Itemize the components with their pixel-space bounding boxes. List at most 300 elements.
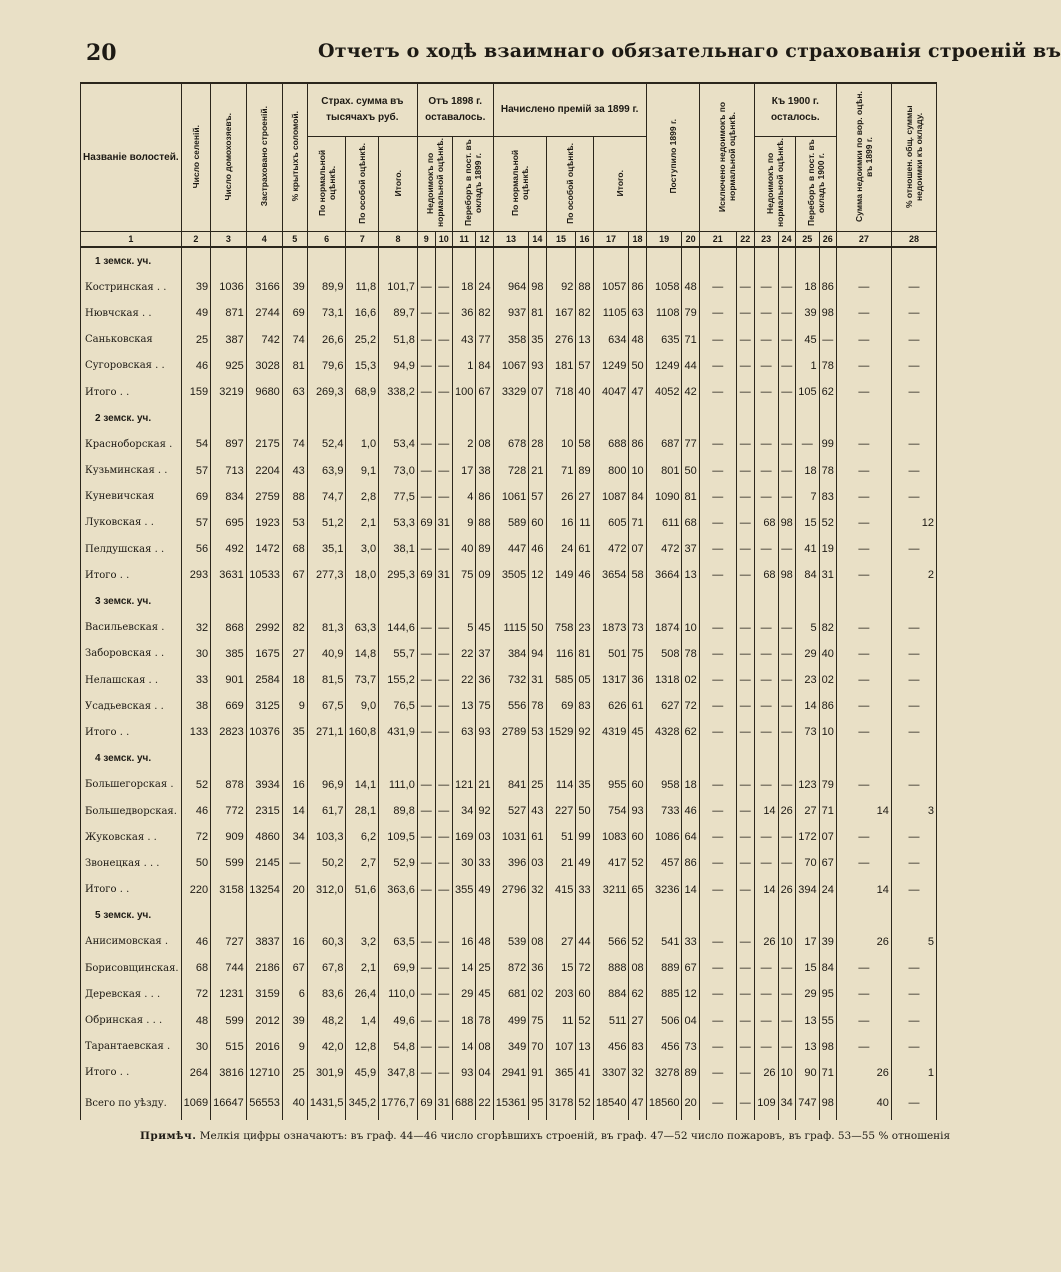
cell-col-25	[795, 903, 819, 929]
volost-name: Костринская . .	[81, 274, 182, 300]
cell-col-17: 472	[593, 536, 629, 562]
cell-col-12: 37	[476, 641, 493, 667]
cell-col-9: —	[417, 458, 435, 484]
header-insured-text: Застраховано строеній.	[259, 106, 270, 207]
cell-col-13	[493, 903, 529, 929]
section-row	[81, 588, 937, 614]
cell-col-18: 61	[629, 693, 646, 719]
cell-col-9: —	[417, 877, 435, 903]
cell-col-17: 3211	[593, 877, 629, 903]
cell-col-23: —	[754, 850, 778, 876]
cell-col-4: 2016	[246, 1034, 282, 1060]
cell-col-16: 23	[576, 615, 593, 641]
cell-col-5: 34	[282, 824, 307, 850]
volost-name: Пелдушская . .	[81, 536, 182, 562]
cell-col-3: 909	[211, 824, 247, 850]
cell-col-10: 31	[435, 1086, 452, 1120]
cell-col-10	[435, 405, 452, 431]
cell-col-8	[379, 247, 418, 274]
cell-col-26: 79	[819, 772, 836, 798]
cell-col-20: 77	[682, 431, 699, 457]
cell-col-17: 4319	[593, 719, 629, 745]
cell-col-26: 83	[819, 484, 836, 510]
cell-col-18: 07	[629, 536, 646, 562]
cell-col-26: 78	[819, 458, 836, 484]
cell-col-24: 34	[778, 1086, 795, 1120]
cell-col-28: —	[891, 693, 936, 719]
cell-col-23: —	[754, 824, 778, 850]
cell-col-18: 65	[629, 877, 646, 903]
cell-col-7: 11,8	[346, 274, 379, 300]
cell-col-7	[346, 903, 379, 929]
cell-col-10: —	[435, 431, 452, 457]
cell-col-10: —	[435, 929, 452, 955]
cell-col-19: 635	[646, 327, 682, 353]
cell-col-8: 52,9	[379, 850, 418, 876]
cell-col-22: —	[736, 274, 754, 300]
cell-col-27: —	[836, 667, 891, 693]
cell-col-10: —	[435, 877, 452, 903]
cell-col-19: 508	[646, 641, 682, 667]
cell-col-23: —	[754, 458, 778, 484]
column-number-22: 22	[736, 232, 754, 248]
cell-col-23: 68	[754, 510, 778, 536]
header-sum-total	[379, 137, 418, 232]
cell-col-17: 1317	[593, 667, 629, 693]
cell-col-20: 72	[682, 693, 699, 719]
cell-col-13: 396	[493, 850, 529, 876]
cell-col-2: 52	[181, 772, 210, 798]
cell-col-9: —	[417, 615, 435, 641]
cell-col-9: —	[417, 693, 435, 719]
cell-col-8: 49,6	[379, 1007, 418, 1033]
cell-col-8: 77,5	[379, 484, 418, 510]
cell-col-17: 1873	[593, 615, 629, 641]
cell-col-27: —	[836, 300, 891, 326]
cell-col-17	[593, 588, 629, 614]
volost-name: Куневичская	[81, 484, 182, 510]
volost-name: Деревская . . .	[81, 981, 182, 1007]
cell-col-18: 93	[629, 798, 646, 824]
cell-col-7: 1,4	[346, 1007, 379, 1033]
cell-col-11: 1	[452, 353, 475, 379]
cell-col-6: 301,9	[307, 1060, 346, 1086]
cell-col-20: 13	[682, 562, 699, 588]
cell-col-3: 599	[211, 850, 247, 876]
cell-col-4: 3028	[246, 353, 282, 379]
cell-col-24: —	[778, 824, 795, 850]
cell-col-9: —	[417, 353, 435, 379]
cell-col-26: 86	[819, 274, 836, 300]
cell-col-21: —	[699, 1060, 736, 1086]
cell-col-27: —	[836, 981, 891, 1007]
cell-col-17: 501	[593, 641, 629, 667]
volost-name: Итого . .	[81, 379, 182, 405]
cell-col-26: 71	[819, 798, 836, 824]
cell-col-25: 14	[795, 693, 819, 719]
cell-col-12: 82	[476, 300, 493, 326]
cell-col-13: 447	[493, 536, 529, 562]
cell-col-21: —	[699, 1086, 736, 1120]
cell-col-9: —	[417, 1034, 435, 1060]
cell-col-3: 901	[211, 667, 247, 693]
cell-col-3: 385	[211, 641, 247, 667]
column-number-16: 16	[576, 232, 593, 248]
cell-col-27: —	[836, 484, 891, 510]
cell-col-21	[699, 746, 736, 772]
table-row	[81, 274, 937, 300]
volost-name: Васильевская .	[81, 615, 182, 641]
cell-col-4: 742	[246, 327, 282, 353]
column-number-6: 6	[307, 232, 346, 248]
cell-col-2: 46	[181, 929, 210, 955]
cell-col-8: 89,7	[379, 300, 418, 326]
cell-col-26: 67	[819, 850, 836, 876]
cell-col-7: 3,0	[346, 536, 379, 562]
cell-col-17	[593, 405, 629, 431]
cell-col-28: —	[891, 458, 936, 484]
cell-col-18	[629, 903, 646, 929]
cell-col-14: 08	[529, 929, 546, 955]
table-row	[81, 327, 937, 353]
cell-col-25	[795, 247, 819, 274]
cell-col-11: 169	[452, 824, 475, 850]
table-row	[81, 929, 937, 955]
cell-col-10: —	[435, 274, 452, 300]
cell-col-28: —	[891, 824, 936, 850]
column-number-9: 9	[417, 232, 435, 248]
cell-col-28: 5	[891, 929, 936, 955]
cell-col-27: —	[836, 510, 891, 536]
cell-col-7	[346, 405, 379, 431]
cell-col-16: 50	[576, 798, 593, 824]
cell-col-5: 81	[282, 353, 307, 379]
cell-col-7: 26,4	[346, 981, 379, 1007]
cell-col-11: 13	[452, 693, 475, 719]
cell-col-28: —	[891, 615, 936, 641]
cell-col-16: 82	[576, 300, 593, 326]
cell-col-17: 566	[593, 929, 629, 955]
cell-col-16: 81	[576, 641, 593, 667]
cell-col-26: —	[819, 327, 836, 353]
cell-col-18	[629, 746, 646, 772]
cell-col-21: —	[699, 536, 736, 562]
cell-col-21: —	[699, 1007, 736, 1033]
cell-col-9: —	[417, 300, 435, 326]
header-villages-text: Число селеній.	[190, 124, 201, 189]
cell-col-6: 89,9	[307, 274, 346, 300]
header-arrears-normal	[417, 137, 452, 232]
cell-col-26: 40	[819, 641, 836, 667]
cell-col-28	[891, 588, 936, 614]
cell-col-20: 81	[682, 484, 699, 510]
cell-col-9	[417, 247, 435, 274]
cell-col-27: —	[836, 1007, 891, 1033]
cell-col-7	[346, 247, 379, 274]
cell-col-3: 1036	[211, 274, 247, 300]
cell-col-19: 506	[646, 1007, 682, 1033]
cell-col-25: 123	[795, 772, 819, 798]
cell-col-8: 69,9	[379, 955, 418, 981]
cell-col-2: 54	[181, 431, 210, 457]
cell-col-28: —	[891, 877, 936, 903]
cell-col-5: 39	[282, 1007, 307, 1033]
table-row	[81, 1007, 937, 1033]
cell-col-10: —	[435, 981, 452, 1007]
cell-col-4: 3125	[246, 693, 282, 719]
cell-col-18: 71	[629, 510, 646, 536]
cell-col-10: 31	[435, 562, 452, 588]
cell-col-3: 3219	[211, 379, 247, 405]
cell-col-11	[452, 588, 475, 614]
cell-col-10: —	[435, 850, 452, 876]
table-row	[81, 641, 937, 667]
cell-col-14: 03	[529, 850, 546, 876]
cell-col-27: —	[836, 772, 891, 798]
cell-col-5	[282, 247, 307, 274]
cell-col-14: 28	[529, 431, 546, 457]
cell-col-8: 431,9	[379, 719, 418, 745]
cell-col-12: 24	[476, 274, 493, 300]
cell-col-19: 1086	[646, 824, 682, 850]
cell-col-9: —	[417, 1060, 435, 1086]
cell-col-28: —	[891, 772, 936, 798]
cell-col-8: 89,8	[379, 798, 418, 824]
cell-col-21: —	[699, 615, 736, 641]
cell-col-15: 11	[546, 1007, 576, 1033]
cell-col-2: 32	[181, 615, 210, 641]
cell-col-24: —	[778, 981, 795, 1007]
cell-col-19: 457	[646, 850, 682, 876]
cell-col-15: 71	[546, 458, 576, 484]
column-number-4: 4	[246, 232, 282, 248]
cell-col-8: 53,3	[379, 510, 418, 536]
cell-col-23: 14	[754, 877, 778, 903]
cell-col-4: 1675	[246, 641, 282, 667]
cell-col-8: 101,7	[379, 274, 418, 300]
cell-col-22: —	[736, 667, 754, 693]
column-number-5: 5	[282, 232, 307, 248]
cell-col-2: 57	[181, 510, 210, 536]
cell-col-3: 492	[211, 536, 247, 562]
cell-col-18: 60	[629, 824, 646, 850]
cell-col-27: —	[836, 379, 891, 405]
cell-col-16: 44	[576, 929, 593, 955]
cell-col-26: 86	[819, 693, 836, 719]
cell-col-26: 02	[819, 667, 836, 693]
cell-col-8: 109,5	[379, 824, 418, 850]
cell-col-2: 72	[181, 824, 210, 850]
cell-col-23: —	[754, 300, 778, 326]
cell-col-14: 35	[529, 327, 546, 353]
total-row	[81, 877, 937, 903]
cell-col-26	[819, 903, 836, 929]
cell-col-8: 76,5	[379, 693, 418, 719]
cell-col-4: 10533	[246, 562, 282, 588]
cell-col-16: 88	[576, 274, 593, 300]
cell-col-23: —	[754, 1007, 778, 1033]
cell-col-2: 39	[181, 274, 210, 300]
cell-col-28: —	[891, 536, 936, 562]
cell-col-7: 28,1	[346, 798, 379, 824]
cell-col-11: 2	[452, 431, 475, 457]
volost-name: Усадьевская . .	[81, 693, 182, 719]
cell-col-22: —	[736, 955, 754, 981]
cell-col-9: —	[417, 824, 435, 850]
cell-col-7: 12,8	[346, 1034, 379, 1060]
cell-col-26: 95	[819, 981, 836, 1007]
cell-col-19: 958	[646, 772, 682, 798]
cell-col-26: 98	[819, 1086, 836, 1120]
cell-col-20	[682, 405, 699, 431]
cell-col-10: —	[435, 798, 452, 824]
cell-col-2: 68	[181, 955, 210, 981]
cell-col-16: 41	[576, 1060, 593, 1086]
cell-col-6: 277,3	[307, 562, 346, 588]
volost-name: Жуковская . .	[81, 824, 182, 850]
cell-col-18: 32	[629, 1060, 646, 1086]
cell-col-16: 61	[576, 536, 593, 562]
cell-col-22	[736, 405, 754, 431]
cell-col-16: 72	[576, 955, 593, 981]
cell-col-13: 732	[493, 667, 529, 693]
cell-col-25: 747	[795, 1086, 819, 1120]
cell-col-10	[435, 588, 452, 614]
cell-col-17: 3307	[593, 1060, 629, 1086]
cell-col-8	[379, 405, 418, 431]
cell-col-7: 15,3	[346, 353, 379, 379]
cell-col-17: 417	[593, 850, 629, 876]
cell-col-6: 67,8	[307, 955, 346, 981]
cell-col-3	[211, 247, 247, 274]
cell-col-6: 74,7	[307, 484, 346, 510]
cell-col-10: —	[435, 1007, 452, 1033]
cell-col-8: 295,3	[379, 562, 418, 588]
cell-col-8: 111,0	[379, 772, 418, 798]
cell-col-15	[546, 405, 576, 431]
cell-col-22: —	[736, 484, 754, 510]
cell-col-11: 5	[452, 615, 475, 641]
table-row	[81, 981, 937, 1007]
cell-col-10: —	[435, 327, 452, 353]
cell-col-19	[646, 247, 682, 274]
total-row	[81, 719, 937, 745]
table-row	[81, 458, 937, 484]
cell-col-11: 43	[452, 327, 475, 353]
cell-col-22: —	[736, 824, 754, 850]
cell-col-4: 10376	[246, 719, 282, 745]
cell-col-8: 347,8	[379, 1060, 418, 1086]
header-premium-special	[546, 137, 593, 232]
cell-col-17: 626	[593, 693, 629, 719]
cell-col-19	[646, 903, 682, 929]
cell-col-16: 83	[576, 693, 593, 719]
cell-col-4: 1472	[246, 536, 282, 562]
cell-col-13: 678	[493, 431, 529, 457]
cell-col-14: 25	[529, 772, 546, 798]
cell-col-19	[646, 746, 682, 772]
cell-col-25: 394	[795, 877, 819, 903]
cell-col-17: 1083	[593, 824, 629, 850]
cell-col-6	[307, 903, 346, 929]
cell-col-8: 1776,7	[379, 1086, 418, 1120]
cell-col-18: 48	[629, 327, 646, 353]
cell-col-5: 9	[282, 693, 307, 719]
cell-col-20: 44	[682, 353, 699, 379]
cell-col-3: 3816	[211, 1060, 247, 1086]
cell-col-16: 35	[576, 772, 593, 798]
cell-col-11: 75	[452, 562, 475, 588]
table-row	[81, 772, 937, 798]
cell-col-23: 26	[754, 929, 778, 955]
cell-col-3	[211, 588, 247, 614]
cell-col-21: —	[699, 1034, 736, 1060]
cell-col-6: 271,1	[307, 719, 346, 745]
column-number-25: 25	[795, 232, 819, 248]
cell-col-7: 14,1	[346, 772, 379, 798]
cell-col-18	[629, 588, 646, 614]
column-number-row	[81, 232, 937, 248]
cell-col-24	[778, 746, 795, 772]
cell-col-25: 29	[795, 641, 819, 667]
cell-col-14: 78	[529, 693, 546, 719]
cell-col-3: 2823	[211, 719, 247, 745]
column-number-17: 17	[593, 232, 629, 248]
cell-col-25: 15	[795, 955, 819, 981]
table-row	[81, 615, 937, 641]
cell-col-8	[379, 588, 418, 614]
cell-col-22: —	[736, 772, 754, 798]
cell-col-23: —	[754, 379, 778, 405]
page-title: Отчетъ о ходѣ взаимнаго обязательнаго страхованія строеній въ	[318, 40, 1061, 62]
cell-col-24: —	[778, 484, 795, 510]
cell-col-8	[379, 903, 418, 929]
cell-col-6: 1431,5	[307, 1086, 346, 1120]
cell-col-12: 04	[476, 1060, 493, 1086]
cell-col-5: 25	[282, 1060, 307, 1086]
cell-col-25	[795, 746, 819, 772]
cell-col-20: 73	[682, 1034, 699, 1060]
cell-col-23: —	[754, 641, 778, 667]
cell-col-28: —	[891, 981, 936, 1007]
cell-col-11: 93	[452, 1060, 475, 1086]
cell-col-14	[529, 903, 546, 929]
cell-col-5: 6	[282, 981, 307, 1007]
cell-col-5	[282, 588, 307, 614]
cell-col-26: 52	[819, 510, 836, 536]
cell-col-22: —	[736, 798, 754, 824]
cell-col-23	[754, 247, 778, 274]
cell-col-14: 12	[529, 562, 546, 588]
cell-col-27: 14	[836, 798, 891, 824]
cell-col-6: 81,3	[307, 615, 346, 641]
cell-col-19: 4052	[646, 379, 682, 405]
cell-col-5: —	[282, 850, 307, 876]
cell-col-27: 26	[836, 929, 891, 955]
header-overpay	[452, 137, 493, 232]
cell-col-24: —	[778, 615, 795, 641]
cell-col-27: —	[836, 1034, 891, 1060]
cell-col-13	[493, 746, 529, 772]
cell-col-16: 13	[576, 1034, 593, 1060]
cell-col-15: 758	[546, 615, 576, 641]
cell-col-4: 4860	[246, 824, 282, 850]
cell-col-25: 45	[795, 327, 819, 353]
cell-col-21: —	[699, 484, 736, 510]
cell-col-13: 384	[493, 641, 529, 667]
cell-col-18: 36	[629, 667, 646, 693]
cell-col-11	[452, 903, 475, 929]
